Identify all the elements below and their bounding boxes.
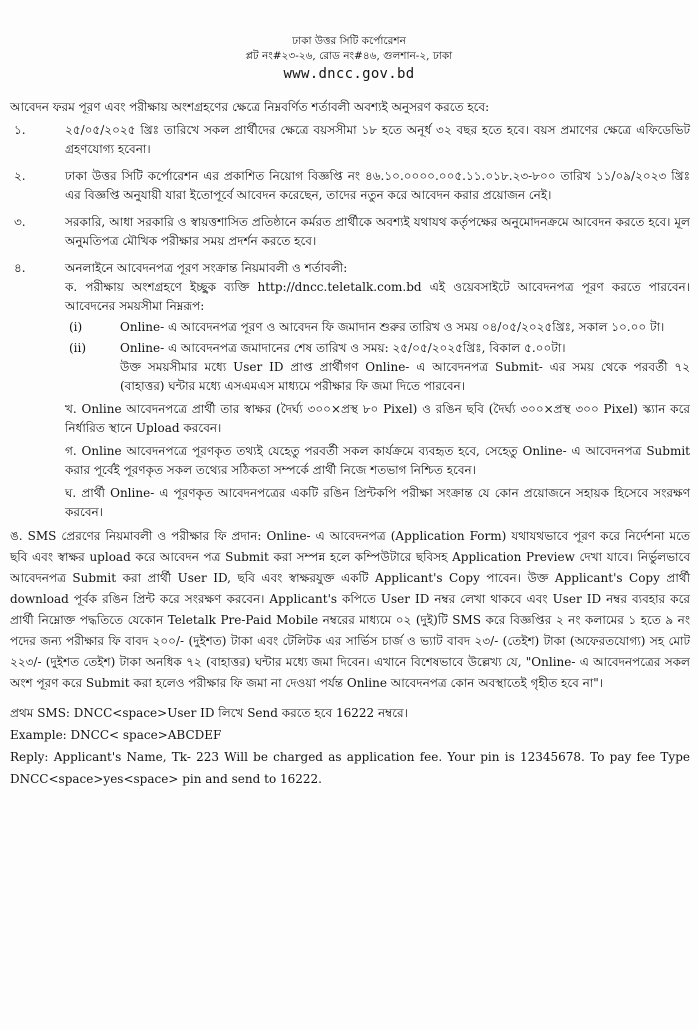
condition-item-3: [10, 213, 690, 251]
item-text: সরকারি, আধা সরকারি ও স্বায়ত্তশাসিত প্রতিষ্ঠানে কর্মরত প্রার্থীকে অবশ্যই যথাযথ কর্তৃপক্ষের অনুমোদনক্রমে আবেদন করতে হবে। মূল অনুমতিপত্র মৌখিক পরীক্ষার সময় প্রদর্শন করতে হবে।: [65, 215, 690, 248]
sub-item-gha: ঘ. প্রার্থী Online- এ পূরণকৃত আবেদনপত্রের একটি রঙিন প্রিন্টকপি পরীক্ষা সংক্রান্ত যে কোন প্রয়োজনে সহায়ক হিসেবে সংরক্ষণ করবেন।: [65, 486, 690, 519]
item-number: ৪.: [14, 261, 26, 275]
item-text: ২৫/০৫/২০২৫ খ্রিঃ তারিখে সকল প্রার্থীদের ক্ষেত্রে বয়সসীমা ১৮ হতে অনূর্ধ ৩২ বছর হতে হবে। বয়স প্রমাণের ক্ষেত্রে এফিডেভিট গ্রহণযোগ্য হবেনা।: [65, 123, 690, 156]
condition-item-2: [10, 167, 690, 205]
sms-example: Example: DNCC< space>ABCDEF: [10, 728, 222, 742]
item-number: ১.: [14, 123, 26, 137]
roman-extra-text: উক্ত সময়সীমার মধ্যে User ID প্রাপ্ত প্রার্থীগণ Online- এ আবেদনপত্র Submit- এর সময় থেকে পরবর্তী ৭২ (বাহাত্তর) ঘন্টার মধ্যে এসএমএস মাধ্যমে পরীক্ষার ফি জমা দিতে পারবেন।: [120, 360, 690, 393]
item-title: অনলাইনে আবেদনপত্র পূরণ সংক্রান্ত নিয়মাবলী ও শর্তাবলী:: [65, 261, 348, 275]
item-number: ৩.: [14, 215, 26, 229]
sub-item-uma: ঙ. SMS প্রেরণের নিয়মাবলী ও পরীক্ষার ফি প্রদান: Online- এ আবেদনপত্র (Application Form) যথাযথভাবে পূরণ করে নির্দেশনা মতে ছবি এবং স্বাক্ষর upload করে আবেদন পত্র Submit করা সম্পন্ন হলে কম্পিউটারে ছবিসহ Application Preview দেখা যাবে। নির্ভুলভাবে আবেদনপত্র Submit করা প্রার্থী User ID, ছবি এবং স্বাক্ষরযুক্ত একটি Applicant's Copy পাবেন। উক্ত Applicant's Copy প্রার্থী download পূর্বক রঙিন প্রিন্ট করে সংরক্ষণ করবেন। Applicant's কপিতে User ID নম্বর লেখা থাকবে এবং User ID নম্বর ব্যবহার করে প্রার্থী নিম্নোক্ত পদ্ধতিতে যেকোন Teletalk Pre-Paid Mobile নম্বরের মাধ্যমে ০২ (দুই)টি SMS করে বিজ্ঞপ্তির ২ নং কলামের ১ হতে ৯ নং পদের জন্য পরীক্ষার ফি বাবদ ২০০/- (দুইশত) টাকা এবং টেলিটক এর সার্ভিস চার্জ ও ভ্যাট বাবদ ২৩/- (তেইশ) টাকা (অফেরতযোগ্য) সহ মোট ২২৩/- (দুইশত তেইশ) টাকা অনধিক ৭২ (বাহাত্তর) ঘন্টার মধ্যে জমা দিবেন। এখানে বিশেষভাবে উল্লেখ্য যে, "Online- এ আবেদনপত্রের সকল অংশ পূরণ করে Submit করা হলেও পরীক্ষার ফি জমা না দেওয়া পর্যন্ত Online আবেদনপত্র কোন অবস্থাতেই গৃহীত হবে না"।: [10, 529, 690, 690]
sms-instructions: [10, 702, 690, 790]
letterhead: [0, 34, 698, 83]
sms-reply: Reply: Applicant's Name, Tk- 223 Will be charged as application fee. Your pin is 12345678. To pay fee Type DNCC<space>yes<space> pin and send to 16222.: [10, 750, 690, 786]
roman-item-ii: [65, 339, 690, 396]
org-website: www.dncc.gov.bd: [283, 66, 415, 82]
item-number: ২.: [14, 169, 26, 183]
roman-text: Online- এ আবেদনপত্র পূরণ ও আবেদন ফি জমাদান শুরুর তারিখ ও সময় ০৪/০৫/২০২৫খ্রিঃ, সকাল ১০.০০ টা।: [120, 320, 665, 334]
intro-paragraph: আবেদন ফরম পূরণ এবং পরীক্ষায় অংশগ্রহণের ক্ষেত্রে নিম্নবর্ণিত শর্তাবলী অবশ্যই অনুসরণ করতে হবে:: [10, 100, 490, 114]
org-name: ঢাকা উত্তর সিটি কর্পোরেশন: [292, 35, 406, 47]
org-address: প্লট নং#২৩-২৬, রোড নং#৪৬, গুলশান-২, ঢাকা: [245, 50, 453, 62]
document-body: [10, 98, 690, 790]
roman-item-i: [65, 318, 690, 337]
roman-number: (i): [69, 320, 83, 334]
roman-text: Online- এ আবেদনপত্র জমাদানের শেষ তারিখ ও সময়: ২৫/০৫/২০২৫খ্রিঃ, বিকাল ৫.০০টা।: [120, 341, 566, 355]
sub-item-ga: গ. Online আবেদনপত্রে পূরণকৃত তথ্যই যেহেতু পরবর্তী সকল কার্যক্রমে ব্যবহৃত হবে, সেহেতু Online- এ আবেদনপত্র Submit করার পূর্বেই পূরণকৃত সকল তথ্যের সঠিকতা সম্পর্কে প্রার্থী নিজে শতভাগ নিশ্চিত হবেন।: [65, 444, 690, 477]
condition-item-1: [10, 121, 690, 159]
roman-number: (ii): [69, 341, 87, 355]
item-text: ঢাকা উত্তর সিটি কর্পোরেশন এর প্রকাশিত নিয়োগ বিজ্ঞপ্তি নং ৪৬.১০.০০০০.০০৫.১১.০১৮.২৩-৮০০ তারিখ ১১/০৯/২০২৩ খ্রিঃ এর বিজ্ঞপ্তি অনুযায়ী যারা ইতোপূর্বে আবেদন করেছেন, তাদের নতুন করে আবেদন করার প্রয়োজন নেই।: [65, 169, 690, 202]
first-sms-text: প্রথম SMS: DNCC<space>User ID লিখে Send করতে হবে 16222 নম্বরে।: [10, 706, 408, 720]
sub-item-kha: খ. Online আবেদনপত্রে প্রার্থী তার স্বাক্ষর (দৈর্ঘ্য ৩০০×প্রস্থ ৮০ Pixel) ও রঙিন ছবি (দৈর্ঘ্য ৩০০×প্রস্থ ৩০০ Pixel) স্ক্যান করে নির্ধারিত স্থানে Upload করবেন।: [65, 402, 690, 435]
condition-item-4: [10, 259, 690, 694]
sub-item-ka: ক. পরীক্ষায় অংশগ্রহণে ইচ্ছুক ব্যক্তি http://dncc.teletalk.com.bd এই ওয়েবসাইটে আবেদনপত্র পূরণ করতে পারবেন। আবেদনের সময়সীমা নিম্নরূপ:: [65, 280, 690, 313]
